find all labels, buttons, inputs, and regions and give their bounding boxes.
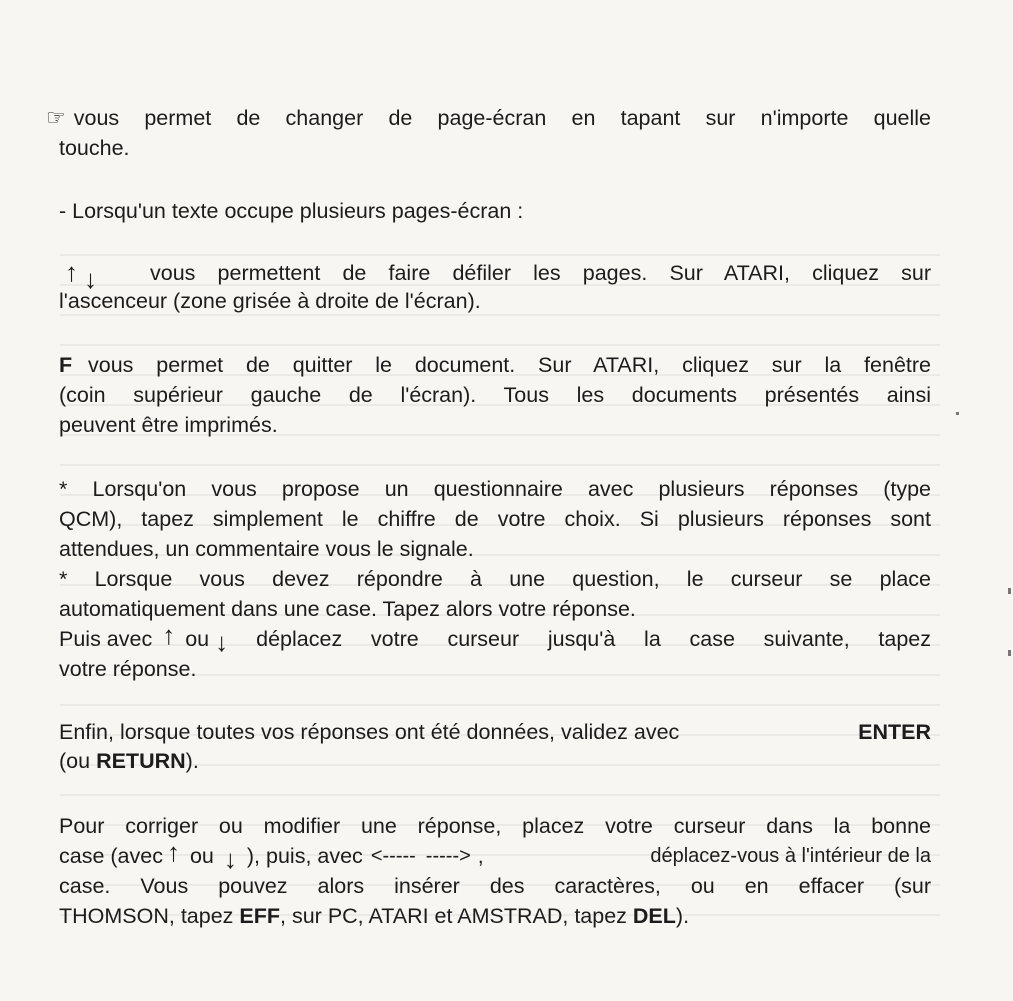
p2-line-3: l'ascenceur (zone grisée à droite de l'écran). [59, 289, 481, 313]
p4-line-5: automatiquement dans une case. Tapez alors votre réponse. [59, 597, 636, 621]
p1-line-2: touche. [59, 136, 130, 160]
p6-line-2: case (avec ↑ ou ↓ ), puis, avec <----- -----> , déplacez-vous à l'intérieur de la [59, 837, 931, 874]
p6-line-1: Pour corriger ou modifier une réponse, placez votre curseur dans la bonne [59, 814, 931, 838]
return-key: RETURN [96, 749, 186, 773]
arrow-up-icon: ↑ [65, 257, 78, 287]
eff-key: EFF [239, 904, 281, 928]
del-key: DEL [632, 904, 676, 928]
arrow-down-icon: ↓ [83, 264, 97, 294]
arrow-down-icon: ↓ [215, 627, 229, 657]
page-edge-mark [1008, 650, 1011, 656]
left-arrow-key: <----- [370, 845, 416, 867]
hand-pointer-icon: ☞ [46, 105, 66, 130]
p5-line-1: Enfin, lorsque toutes vos réponses ont été données, validez avec ENTER [59, 717, 931, 747]
p4-line-3: attendues, un commentaire vous le signale. [59, 537, 474, 561]
p1-line-1: ☞ vous permet de changer de page-écran en tapant sur n'importe quelle [46, 105, 931, 130]
arrow-up-icon: ↑ [166, 837, 180, 867]
p5-line-2: (ou RETURN). [59, 749, 199, 773]
p6-line-4: THOMSON, tapez EFF, sur PC, ATARI et AMSTRAD, tapez DEL). [59, 904, 690, 928]
p2-line-1: - Lorsqu'un texte occupe plusieurs pages-écran : [59, 199, 524, 223]
p6-line-3: case. Vous pouvez alors insérer des caractères, ou en effacer (sur [59, 874, 931, 898]
page-speck [956, 412, 959, 415]
p4-line-1: * Lorsqu'on vous propose un questionnaire avec plusieurs réponses (type [59, 477, 931, 501]
p4-line-4: * Lorsque vous devez répondre à une question, le curseur se place [59, 567, 931, 591]
right-arrow-key: -----> [425, 845, 471, 867]
arrow-up-icon: ↑ [162, 620, 176, 650]
p3-line-3: peuvent être imprimés. [59, 413, 278, 437]
enter-key: ENTER [858, 720, 931, 744]
p3-line-2: (coin supérieur gauche de l'écran). Tous les documents présentés ainsi [59, 383, 931, 407]
p4-line-2: QCM), tapez simplement le chiffre de votre choix. Si plusieurs réponses sont [59, 507, 931, 531]
p2-line-2: ↑ ↓ vous permettent de faire défiler les pages. Sur ATARI, cliquez sur [65, 257, 931, 294]
p4-line-7: votre réponse. [59, 657, 197, 681]
arrow-down-icon: ↓ [223, 844, 237, 874]
p4-line-6: Puis avec ↑ ou ↓ déplacez votre curseur jusqu'à la case suivante, tapez [59, 620, 931, 657]
page-edge-mark [1008, 588, 1011, 594]
p3-line-1: F vous permet de quitter le document. Sur ATARI, cliquez sur la fenêtre [59, 353, 931, 377]
arrow-pair [65, 257, 150, 294]
